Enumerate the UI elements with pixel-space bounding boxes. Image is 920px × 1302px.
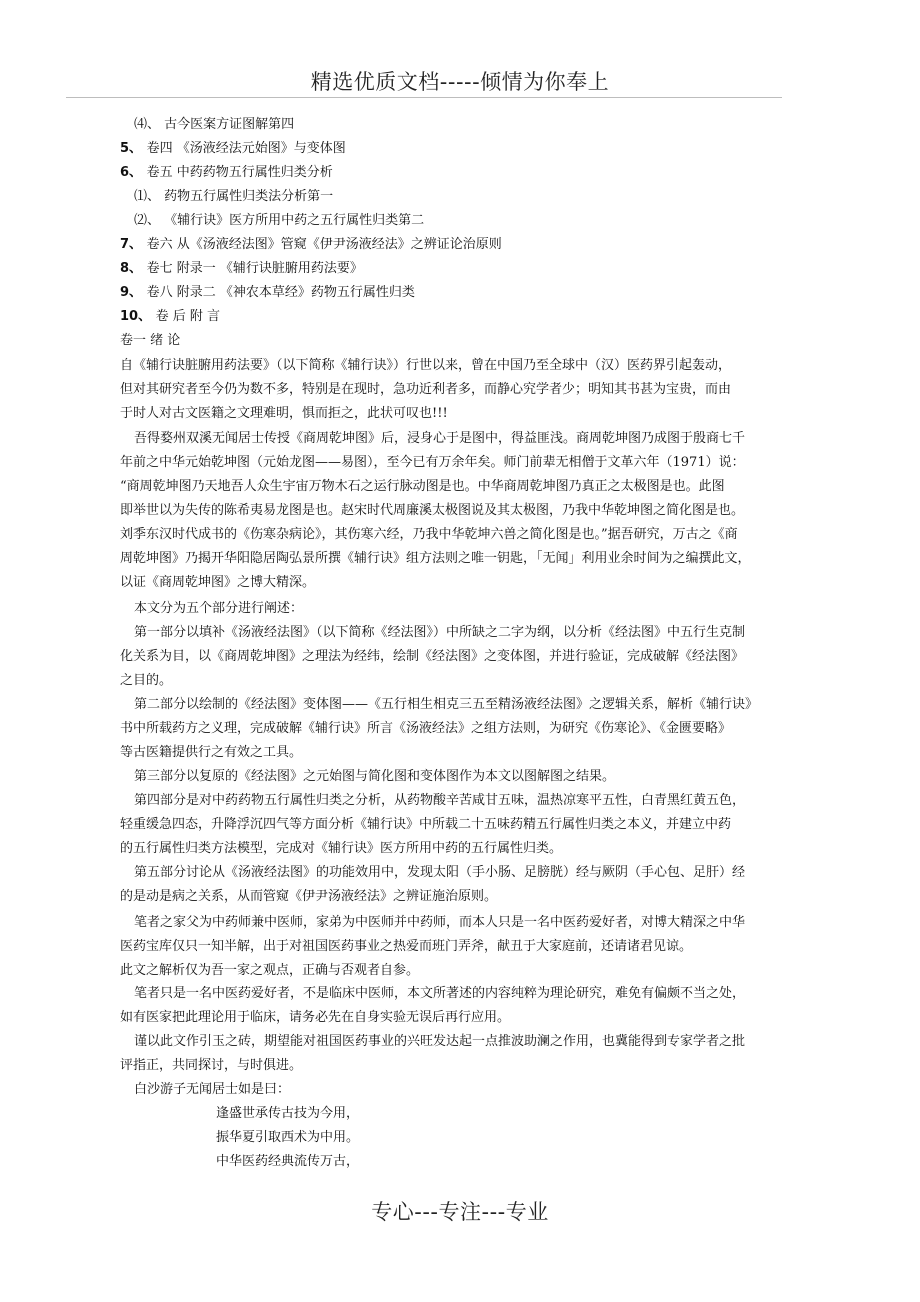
toc-text: 卷七 附录一 《辅行诀脏腑用药法要》 (146, 261, 363, 276)
body-text-line: 年前之中华元始乾坤图（元始龙图——易图），至今已有万余年矣。师门前辈无相僧于文革六年（1971）说： (120, 455, 745, 470)
toc-item (120, 307, 220, 327)
body-text-line: 但对其研究者至今仍为数不多，特别是在现时，急功近利者多，而静心究学者少；明知其书甚为宝贵，而由 (120, 382, 732, 397)
body-text-line: 逢盛世承传古技为今用， (216, 1106, 360, 1121)
body-text-line: 如有医家把此理论用于临床，请务必先在自身实验无误后再行应用。 (120, 1010, 511, 1025)
body-text-line: 化关系为目，以《商周乾坤图》之理法为经纬，绘制《经法图》之变体图，并进行验证，完成破解《经法图》 (120, 649, 745, 664)
body-text-line: 第三部分以复原的《经法图》之元始图与简化图和变体图作为本文以图解图之结果。 (134, 769, 616, 784)
body-text-line: 此文之解析仅为吾一家之观点，正确与否观者自参。 (120, 963, 420, 978)
body-text-line: 医药宝库仅只一知半解，出于对祖国医药事业之热爱而班门弄斧，献丑于大家庭前，还请诸君见谅。 (120, 939, 693, 954)
toc-text: ⑴、 药物五行属性归类法分析第一 (134, 189, 334, 204)
page-footer: 专心---专注---专业 (371, 1200, 549, 1224)
toc-number: 5、 (120, 141, 147, 156)
section-title: 卷一 绪 论 (120, 333, 181, 348)
toc-number: 10、 (120, 309, 156, 324)
toc-number: 7、 (120, 237, 147, 252)
body-text-line: 自《辅行诀脏腑用药法要》（以下简称《辅行诀》）行世以来，曾在中国乃至全球中（汉）医药界引起轰动， (120, 358, 732, 373)
body-text-line: 笔者只是一名中医药爱好者，不是临床中医师，本文所著述的内容纯粹为理论研究，难免有偏颇不当之处， (134, 986, 746, 1001)
toc-number: 8、 (120, 261, 147, 276)
body-text-line: 轻重缓急四态，升降浮沉四气等方面分析《辅行诀》中所载二十五味药精五行属性归类之本义，并建立中药 (120, 817, 732, 832)
toc-item (134, 115, 294, 135)
body-text-line: “商周乾坤图乃天地吾人众生宇宙万物木石之运行脉动图是也。中华商周乾坤图乃真正之太极图是也。此图 (120, 479, 725, 494)
body-text-line: 第五部分讨论从《汤液经法图》的功能效用中，发现太阳（手小肠、足膀胱）经与厥阴（手心包、足肝）经 (134, 865, 746, 880)
body-text-line: 等古医籍提供行之有效之工具。 (120, 745, 303, 760)
toc-text: 卷 后 附 言 (155, 309, 221, 324)
body-text-line: 吾得婺州双溪无闻居士传授《商周乾坤图》后，浸身心于是图中，得益匪浅。商周乾坤图乃成图于殷商七千 (134, 431, 746, 446)
toc-number: 6、 (120, 165, 147, 180)
toc-text: 卷五 中药药物五行属性归类分析 (146, 165, 333, 180)
body-text-line: 即举世以为失传的陈希夷易龙图是也。赵宋时代周廉溪太极图说及其太极图，乃我中华乾坤图之简化图是也。 (120, 503, 745, 518)
toc-item (120, 235, 502, 255)
body-text-line: 第四部分是对中药药物五行属性归类之分析，从药物酸辛苦咸甘五味，温热凉寒平五性，白青黑红黄五色， (134, 793, 746, 808)
body-text-line: 谨以此文作引玉之砖，期望能对祖国医药事业的兴旺发达起一点推波助澜之作用，也冀能得到专家学者之批 (134, 1034, 746, 1049)
body-text-line: 以证《商周乾坤图》之博大精深。 (120, 575, 316, 590)
body-text-line: 周乾坤图》乃揭开华阳隐居陶弘景所撰《辅行诀》组方法则之唯一钥匙，「无闻」利用业余时间为之编撰此文， (120, 551, 751, 566)
body-text-line: 评指正，共同探讨，与时俱进。 (120, 1058, 303, 1073)
toc-item (120, 283, 415, 303)
toc-item (134, 211, 424, 231)
toc-item (134, 187, 333, 207)
toc-text: ⑷、 古今医案方证图解第四 (134, 117, 295, 132)
body-text-line: 中华医药经典流传万古， (216, 1154, 360, 1169)
page-header: 精选优质文档-----倾情为你奉上 (310, 70, 610, 94)
toc-number: 9、 (120, 285, 147, 300)
body-text-line: 刘季东汉时代成书的《伤寒杂病论》，其伤寒六经，乃我中华乾坤六兽之简化图是也。”据吾研究，万古之《商 (120, 527, 738, 542)
toc-text: 卷六 从《汤液经法图》管窥《伊尹汤液经法》之辨证论治原则 (146, 237, 502, 252)
toc-text: 卷八 附录二 《神农本草经》药物五行属性归类 (146, 285, 415, 300)
toc-text: ⑵、 《辅行诀》医方所用中药之五行属性归类第二 (134, 213, 425, 228)
toc-item (120, 139, 346, 159)
body-text-line: 笔者之家父为中药师兼中医师，家弟为中医师并中药师，而本人只是一名中医药爱好者，对博大精深之中华 (134, 915, 746, 930)
body-text-line: 于时人对古文医籍之文理难明，惧而拒之，此状可叹也!!! (120, 406, 448, 421)
body-text-line: 白沙游子无闻居士如是曰： (134, 1082, 291, 1097)
body-text-line: 书中所载药方之义理，完成破解《辅行诀》所言《汤液经法》之组方法则，为研究《伤寒论》、《金匮要略》 (120, 721, 732, 736)
body-text-line: 振华夏引取西术为中用。 (216, 1130, 360, 1145)
body-text-line: 的五行属性归类方法模型，完成对《辅行诀》医方所用中药的五行属性归类。 (120, 841, 563, 856)
body-text-line: 本文分为五个部分进行阐述： (134, 601, 304, 616)
body-text-line: 第一部分以填补《汤液经法图》（以下简称《经法图》）中所缺之二字为纲，以分析《经法图》中五行生克制 (134, 625, 746, 640)
body-text-line: 的是动是病之关系，从而管窥《伊尹汤液经法》之辨证施治原则。 (120, 889, 498, 904)
toc-item (120, 163, 333, 183)
body-text-line: 第二部分以绘制的《经法图》变体图——《五行相生相克三五至精汤液经法图》之逻辑关系，解析《辅行诀》 (134, 697, 759, 712)
toc-text: 卷四 《汤液经法元始图》与变体图 (146, 141, 346, 156)
body-text-line: 之目的。 (120, 673, 173, 688)
toc-item (120, 259, 363, 279)
